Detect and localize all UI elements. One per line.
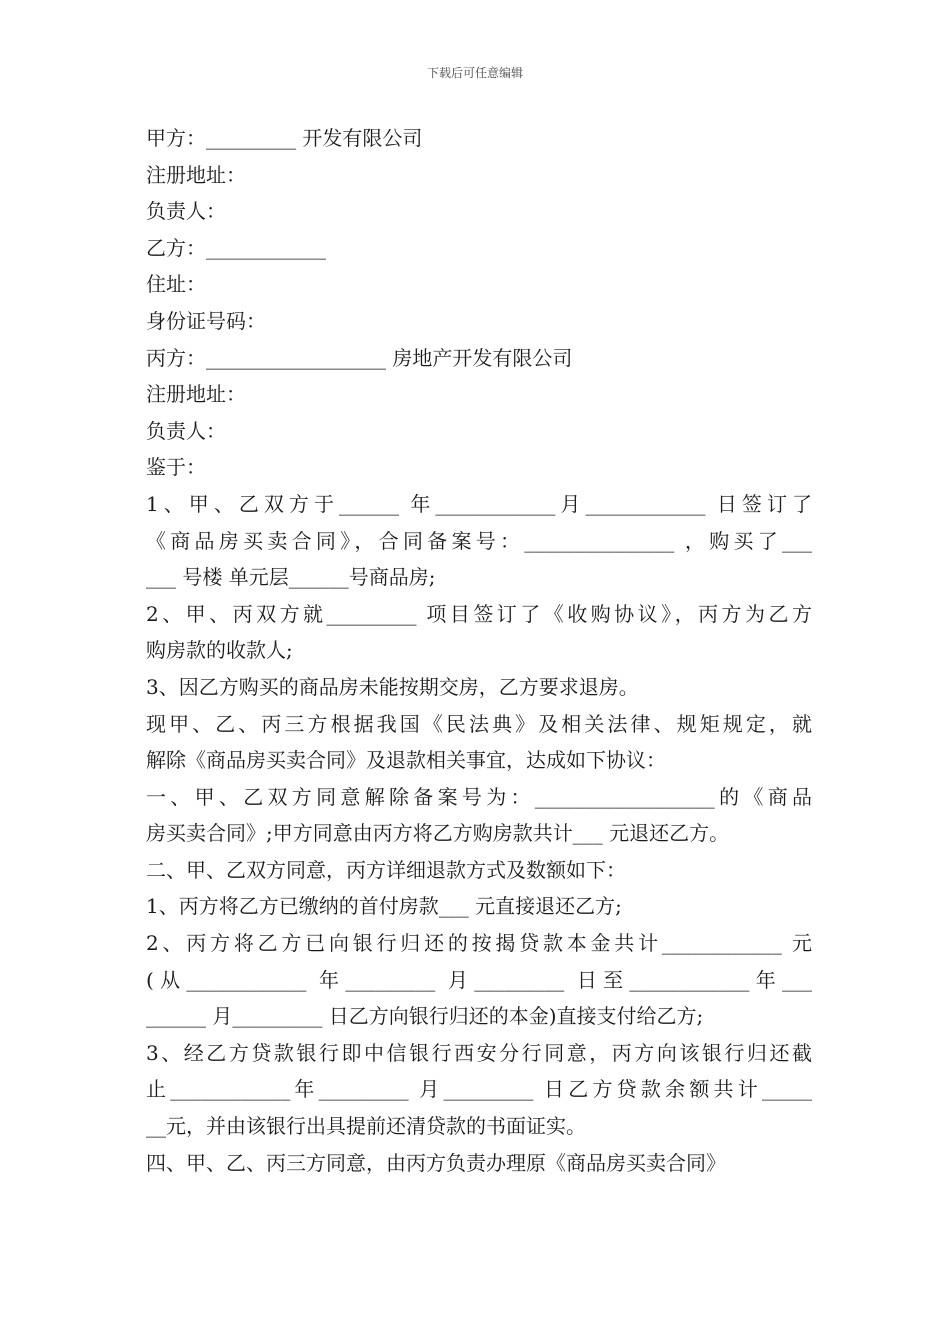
contract-body xyxy=(146,120,812,1181)
party-b-address: 住址： xyxy=(146,272,206,297)
party-c-representative: 负责人： xyxy=(146,418,226,443)
party-a-address: 注册地址： xyxy=(146,162,246,187)
clause-text-line: 购房款的收款人; xyxy=(146,638,293,663)
clause-text-line: (从____________ 年_________ 月_________ 日至____________年___ xyxy=(146,967,812,992)
clause-text-line: 现甲、乙、丙三方根据我国《民法典》及相关法律、规矩规定，就 xyxy=(146,711,812,736)
clause-text-line: 解除《商品房买卖合同》及退款相关事宜，达成如下协议： xyxy=(146,748,666,773)
party-a-representative: 负责人： xyxy=(146,199,226,224)
clause-text-line: 1、丙方将乙方已缴纳的首付房款___ 元直接退还乙方; xyxy=(146,894,622,919)
clause-text-line: 《商品房买卖合同》，合同备案号：_______________ ，购买了___ xyxy=(146,528,812,553)
clause-text-line: 3、因乙方购买的商品房未能按期交房，乙方要求退房。 xyxy=(146,674,639,699)
clause-text-line: 3、经乙方贷款银行即中信银行西安分行同意，丙方向该银行归还截 xyxy=(146,1040,812,1065)
party-c: 丙方：__________________ 房地产开发有限公司 xyxy=(146,345,573,370)
party-a: 甲方：_________ 开发有限公司 xyxy=(146,126,423,150)
party-b-id-number: 身份证号码： xyxy=(146,308,266,333)
page-header: 下载后可任意编辑 xyxy=(426,66,523,80)
whereas-heading: 鉴于： xyxy=(146,455,206,480)
clause-text-line: __元，并由该银行出具提前还清贷款的书面证实。 xyxy=(146,1114,586,1139)
clause-text-line: 1、甲、乙双方于______ 年____________月____________ 日签订了 xyxy=(146,491,812,516)
clause-text-line: 2、丙方将乙方已向银行归还的按揭贷款本金共计____________ 元 xyxy=(146,931,812,956)
clause-text-line: 四、甲、乙、丙三方同意，由丙方负责办理原《商品房买卖合同》 xyxy=(146,1150,726,1175)
clause-text-line: 房买卖合同》;甲方同意由丙方将乙方购房款共计___ 元退还乙方。 xyxy=(146,821,730,846)
clause-text-line: ______ 月_________ 日乙方向银行归还的本金)直接支付给乙方; xyxy=(146,1004,704,1029)
clause-text-line: 二、甲、乙双方同意，丙方详细退款方式及数额如下： xyxy=(146,857,626,882)
clause-text-line: 2、甲、丙双方就_________ 项目签订了《收购协议》，丙方为乙方 xyxy=(146,601,812,626)
party-c-address: 注册地址： xyxy=(146,382,246,407)
clause-text-line: 一、甲、乙双方同意解除备案号为：__________________的《商品 xyxy=(146,784,812,809)
clause-text-line: ___ 号楼 单元层______号商品房; xyxy=(146,565,436,590)
party-b: 乙方：____________ xyxy=(146,235,326,260)
clause-text-line: 止____________年_________ 月_________ 日乙方贷款余额共计_____ xyxy=(146,1077,812,1102)
